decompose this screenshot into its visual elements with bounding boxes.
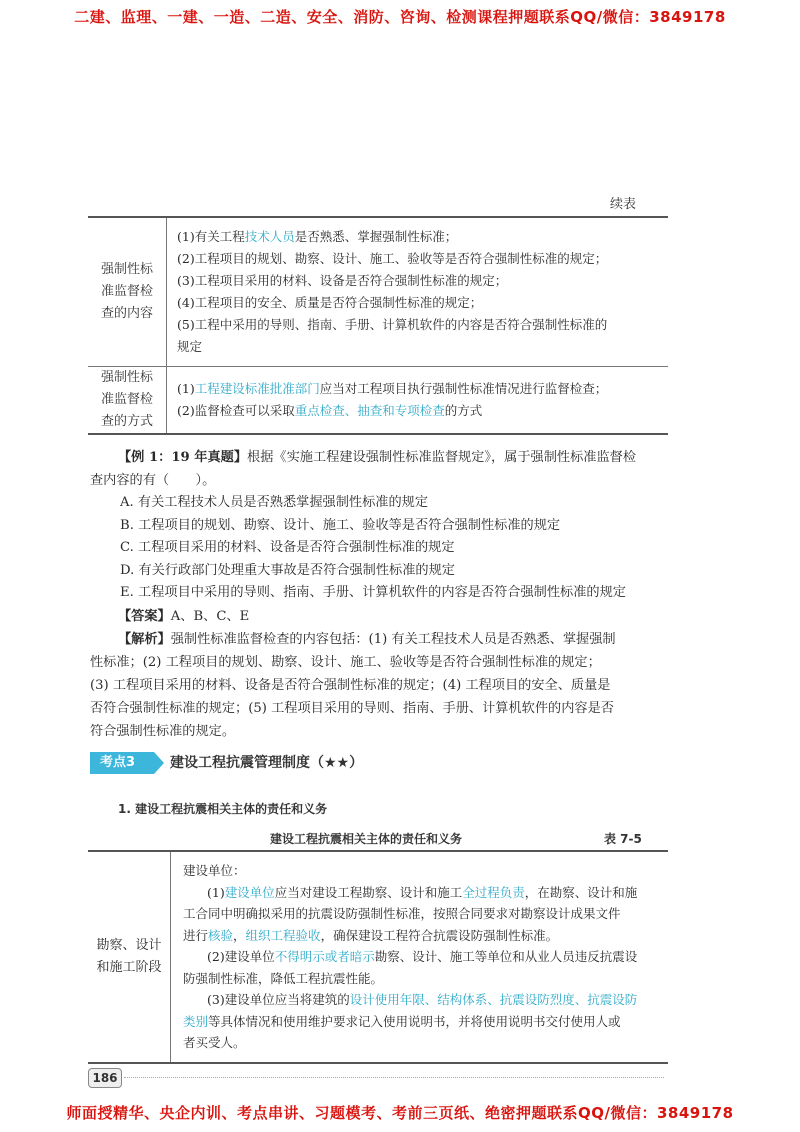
analysis-line: 符合强制性标准的规定。 [90, 723, 236, 739]
answer: 【答案】A、B、C、E [118, 608, 250, 624]
list-item: (4)工程项目的安全、质量是否符合强制性标准的规定； [177, 295, 483, 310]
section-header [90, 752, 670, 774]
table-row [88, 851, 668, 1063]
top-banner: 二建、监理、一建、一造、二造、安全、消防、咨询、检测课程押题联系QQ/微信：3849178 [74, 8, 726, 26]
list-item: (2)建设单位不得明示或者暗示勘察、设计、施工等单位和从业人员违反抗震设 [207, 949, 638, 964]
list-item: 者买受人。 [183, 1035, 246, 1050]
list-item: (1)工程建设标准批准部门应当对工程项目执行强制性标准情况进行监督检查； [177, 381, 608, 396]
list-item: (3)工程项目采用的材料、设备是否符合强制性标准的规定； [177, 273, 508, 288]
section-tag: 考点3 [90, 752, 154, 774]
label-line: 强制性标 [100, 262, 153, 277]
option-e: E. 工程项目中采用的导则、指南、手册、计算机软件的内容是否符合强制性标准的规定 [120, 585, 626, 600]
analysis: 【解析】强制性标准监督检查的内容包括：(1) 有关工程技术人员是否熟悉、掌握强制 [118, 631, 616, 647]
list-item: 进行核验，组织工程验收，确保建设工程符合抗震设防强制性标准。 [183, 927, 559, 943]
question-text: 【例 1：19 年真题】根据《实施工程建设强制性标准监督规定》，属于强制性标准监督检 [118, 450, 637, 465]
label-line: 查的内容 [100, 306, 153, 321]
list-item: (3)建设单位应当将建筑的设计使用年限、结构体系、抗震设防烈度、抗震设防 [207, 992, 638, 1007]
table-number: 表 7-5 [604, 832, 642, 846]
table-row [88, 217, 668, 367]
table-caption: 建设工程抗震相关主体的责任和义务 [270, 832, 463, 846]
label-line: 准监督检 [100, 284, 153, 299]
section-title: 建设工程抗震管理制度（★★） [170, 755, 364, 771]
seismic-table [88, 850, 668, 1064]
list-item: (2)工程项目的规划、勘察、设计、施工、验收等是否符合强制性标准的规定； [177, 251, 608, 266]
row-label-content [88, 217, 167, 367]
label-line: 查的方式 [100, 414, 153, 429]
row-stage-content [171, 851, 669, 1063]
page-number: 186 [88, 1068, 122, 1088]
list-item: 工合同中明确拟采用的抗震设防强制性标准，按照合同要求对勘察设计成果文件 [183, 906, 621, 921]
row-label-method [88, 367, 167, 435]
list-item: 规定 [177, 339, 203, 354]
continued-label: 续表 [610, 197, 637, 212]
analysis-line: (3) 工程项目采用的材料、设备是否符合强制性标准的规定；(4) 工程项目的安全、质量是 [90, 677, 611, 693]
label-line: 准监督检 [100, 392, 153, 407]
table-row [88, 367, 668, 435]
analysis-line: 否符合强制性标准的规定；(5) 工程项目采用的导则、指南、手册、计算机软件的内容是否 [90, 700, 614, 716]
label-line: 和施工阶段 [96, 959, 162, 975]
example-question [90, 446, 670, 743]
list-item: 防强制性标准，降低工程抗震性能。 [183, 970, 384, 986]
option-c: C. 工程项目采用的材料、设备是否符合强制性标准的规定 [120, 540, 455, 555]
label-line: 勘察、设计 [96, 937, 162, 953]
row-method-items [167, 367, 669, 435]
option-b: B. 工程项目的规划、勘察、设计、施工、验收等是否符合强制性标准的规定 [120, 517, 561, 533]
analysis-line: 性标准；(2) 工程项目的规划、勘察、设计、施工、验收等是否符合强制性标准的规定； [90, 654, 601, 670]
list-item: 建设单位： [183, 863, 246, 878]
list-item: (1)建设单位应当对建设工程勘察、设计和施工全过程负责，在勘察、设计和施 [207, 884, 638, 900]
list-item: 类别等具体情况和使用维护要求记入使用说明书，并将使用说明书交付使用人或 [183, 1013, 621, 1029]
list-item: (2)监督检查可以采取重点检查、抽查和专项检查的方式 [177, 403, 483, 418]
page-rule [124, 1077, 664, 1078]
option-d: D. 有关行政部门处理重大事故是否符合强制性标准的规定 [120, 562, 455, 578]
list-item: (5)工程中采用的导则、指南、手册、计算机软件的内容是否符合强制性标准的 [177, 317, 608, 332]
question-text: 查内容的有（ ）。 [90, 473, 216, 488]
option-a: A. 有关工程技术人员是否熟悉掌握强制性标准的规定 [120, 495, 429, 510]
label-line: 强制性标 [100, 370, 153, 385]
bottom-banner: 师面授精华、央企内训、考点串讲、习题模考、考前三页纸、绝密押题联系QQ/微信：3849178 [66, 1104, 734, 1122]
standards-table [88, 216, 668, 435]
row-label-stage [88, 851, 171, 1063]
list-item: (1)有关工程技术人员是否熟悉、掌握强制性标准； [177, 229, 458, 244]
row-content-items [167, 217, 669, 367]
subheading: 1. 建设工程抗震相关主体的责任和义务 [118, 802, 328, 816]
